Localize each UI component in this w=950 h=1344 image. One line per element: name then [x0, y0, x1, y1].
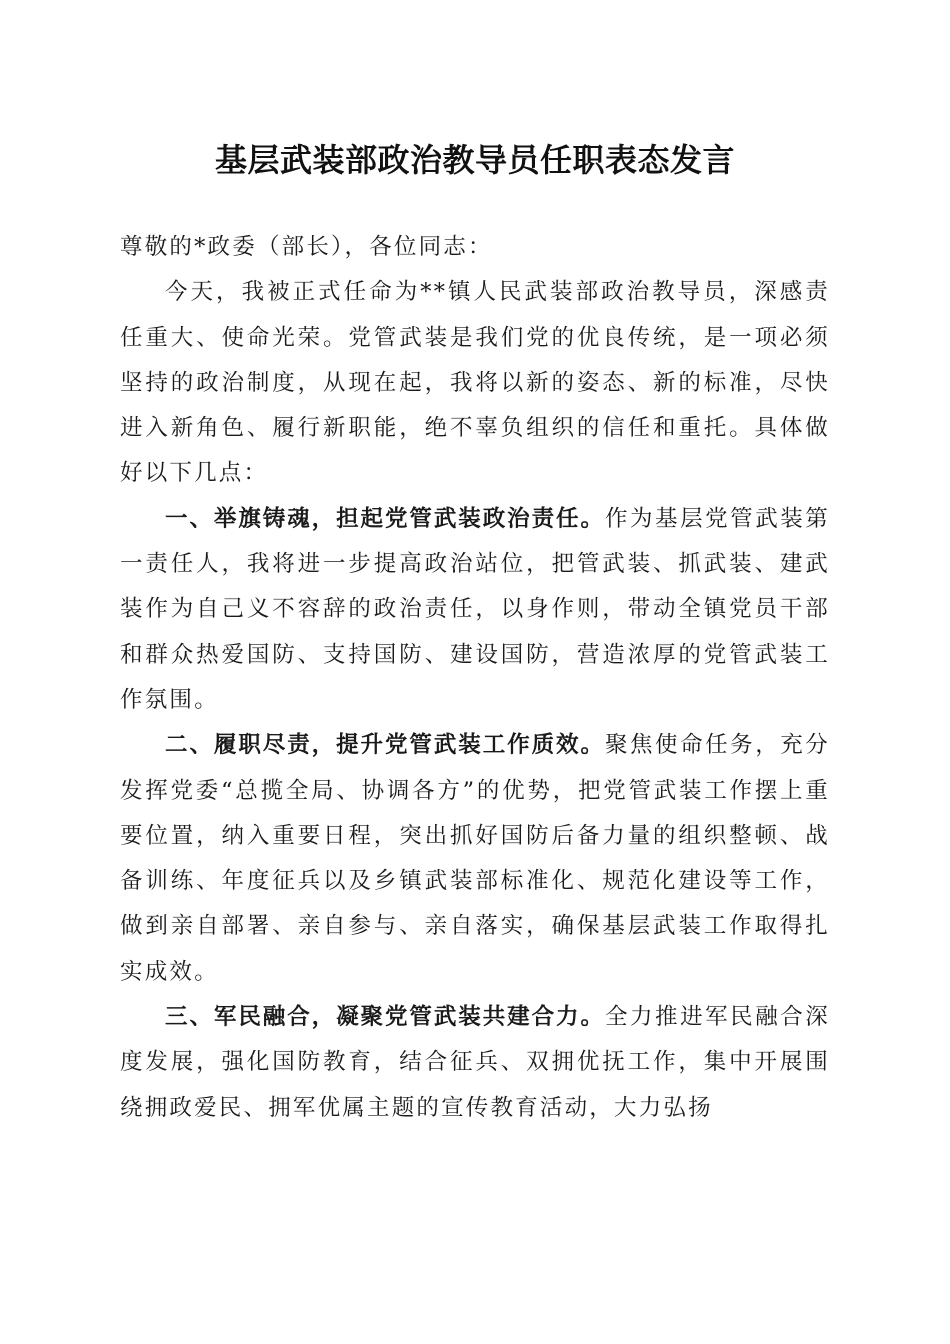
- point-paragraph-2: [120, 723, 830, 995]
- document-body: [120, 225, 830, 1131]
- point-paragraph-3: [120, 995, 830, 1131]
- intro-paragraph: 今天，我被正式任命为**镇人民武装部政治教导员，深感责任重大、使命光荣。党管武装是我们党的优良传统，是一项必须坚持的政治制度，从现在起，我将以新的姿态、新的标准，尽快进入新角色、履行新职能，绝不辜负组织的信任和重托。具体做好以下几点：: [120, 279, 830, 487]
- salutation: 尊敬的*政委（部长），各位同志：: [120, 234, 493, 260]
- point-heading-1: 一、举旗铸魂，担起党管武装政治责任。: [165, 505, 605, 532]
- document-title: 基层武装部政治教导员任职表态发言: [214, 141, 735, 179]
- point-heading-2: 二、履职尽责，提升党管武装工作质效。: [165, 732, 605, 759]
- point-paragraph-1: [120, 497, 830, 723]
- point-text-2: 聚焦使命任务，充分发挥党委“总揽全局、协调各方”的优势，把党管武装工作摆上重要位置，纳入重要日程，突出抓好国防后备力量的组织整顿、战备训练、年度征兵以及乡镇武装部标准化、规范化建设等工作，做到亲自部署、亲自参与、亲自落实，确保基层武装工作取得扎实成效。: [120, 732, 830, 985]
- point-text-1: 作为基层党管武装第一责任人，我将进一步提高政治站位，把管武装、抓武装、建武装作为自己义不容辞的政治责任，以身作则，带动全镇党员干部和群众热爱国防、支持国防、建设国防，营造浓厚的党管武装工作氛围。: [120, 505, 830, 713]
- point-text-3: 全力推进军民融合深度发展，强化国防教育，结合征兵、双拥优抚工作，集中开展围绕拥政爱民、拥军优属主题的宣传教育活动，大力弘扬: [120, 1004, 830, 1121]
- point-heading-3: 三、军民融合，凝聚党管武装共建合力。: [165, 1004, 605, 1031]
